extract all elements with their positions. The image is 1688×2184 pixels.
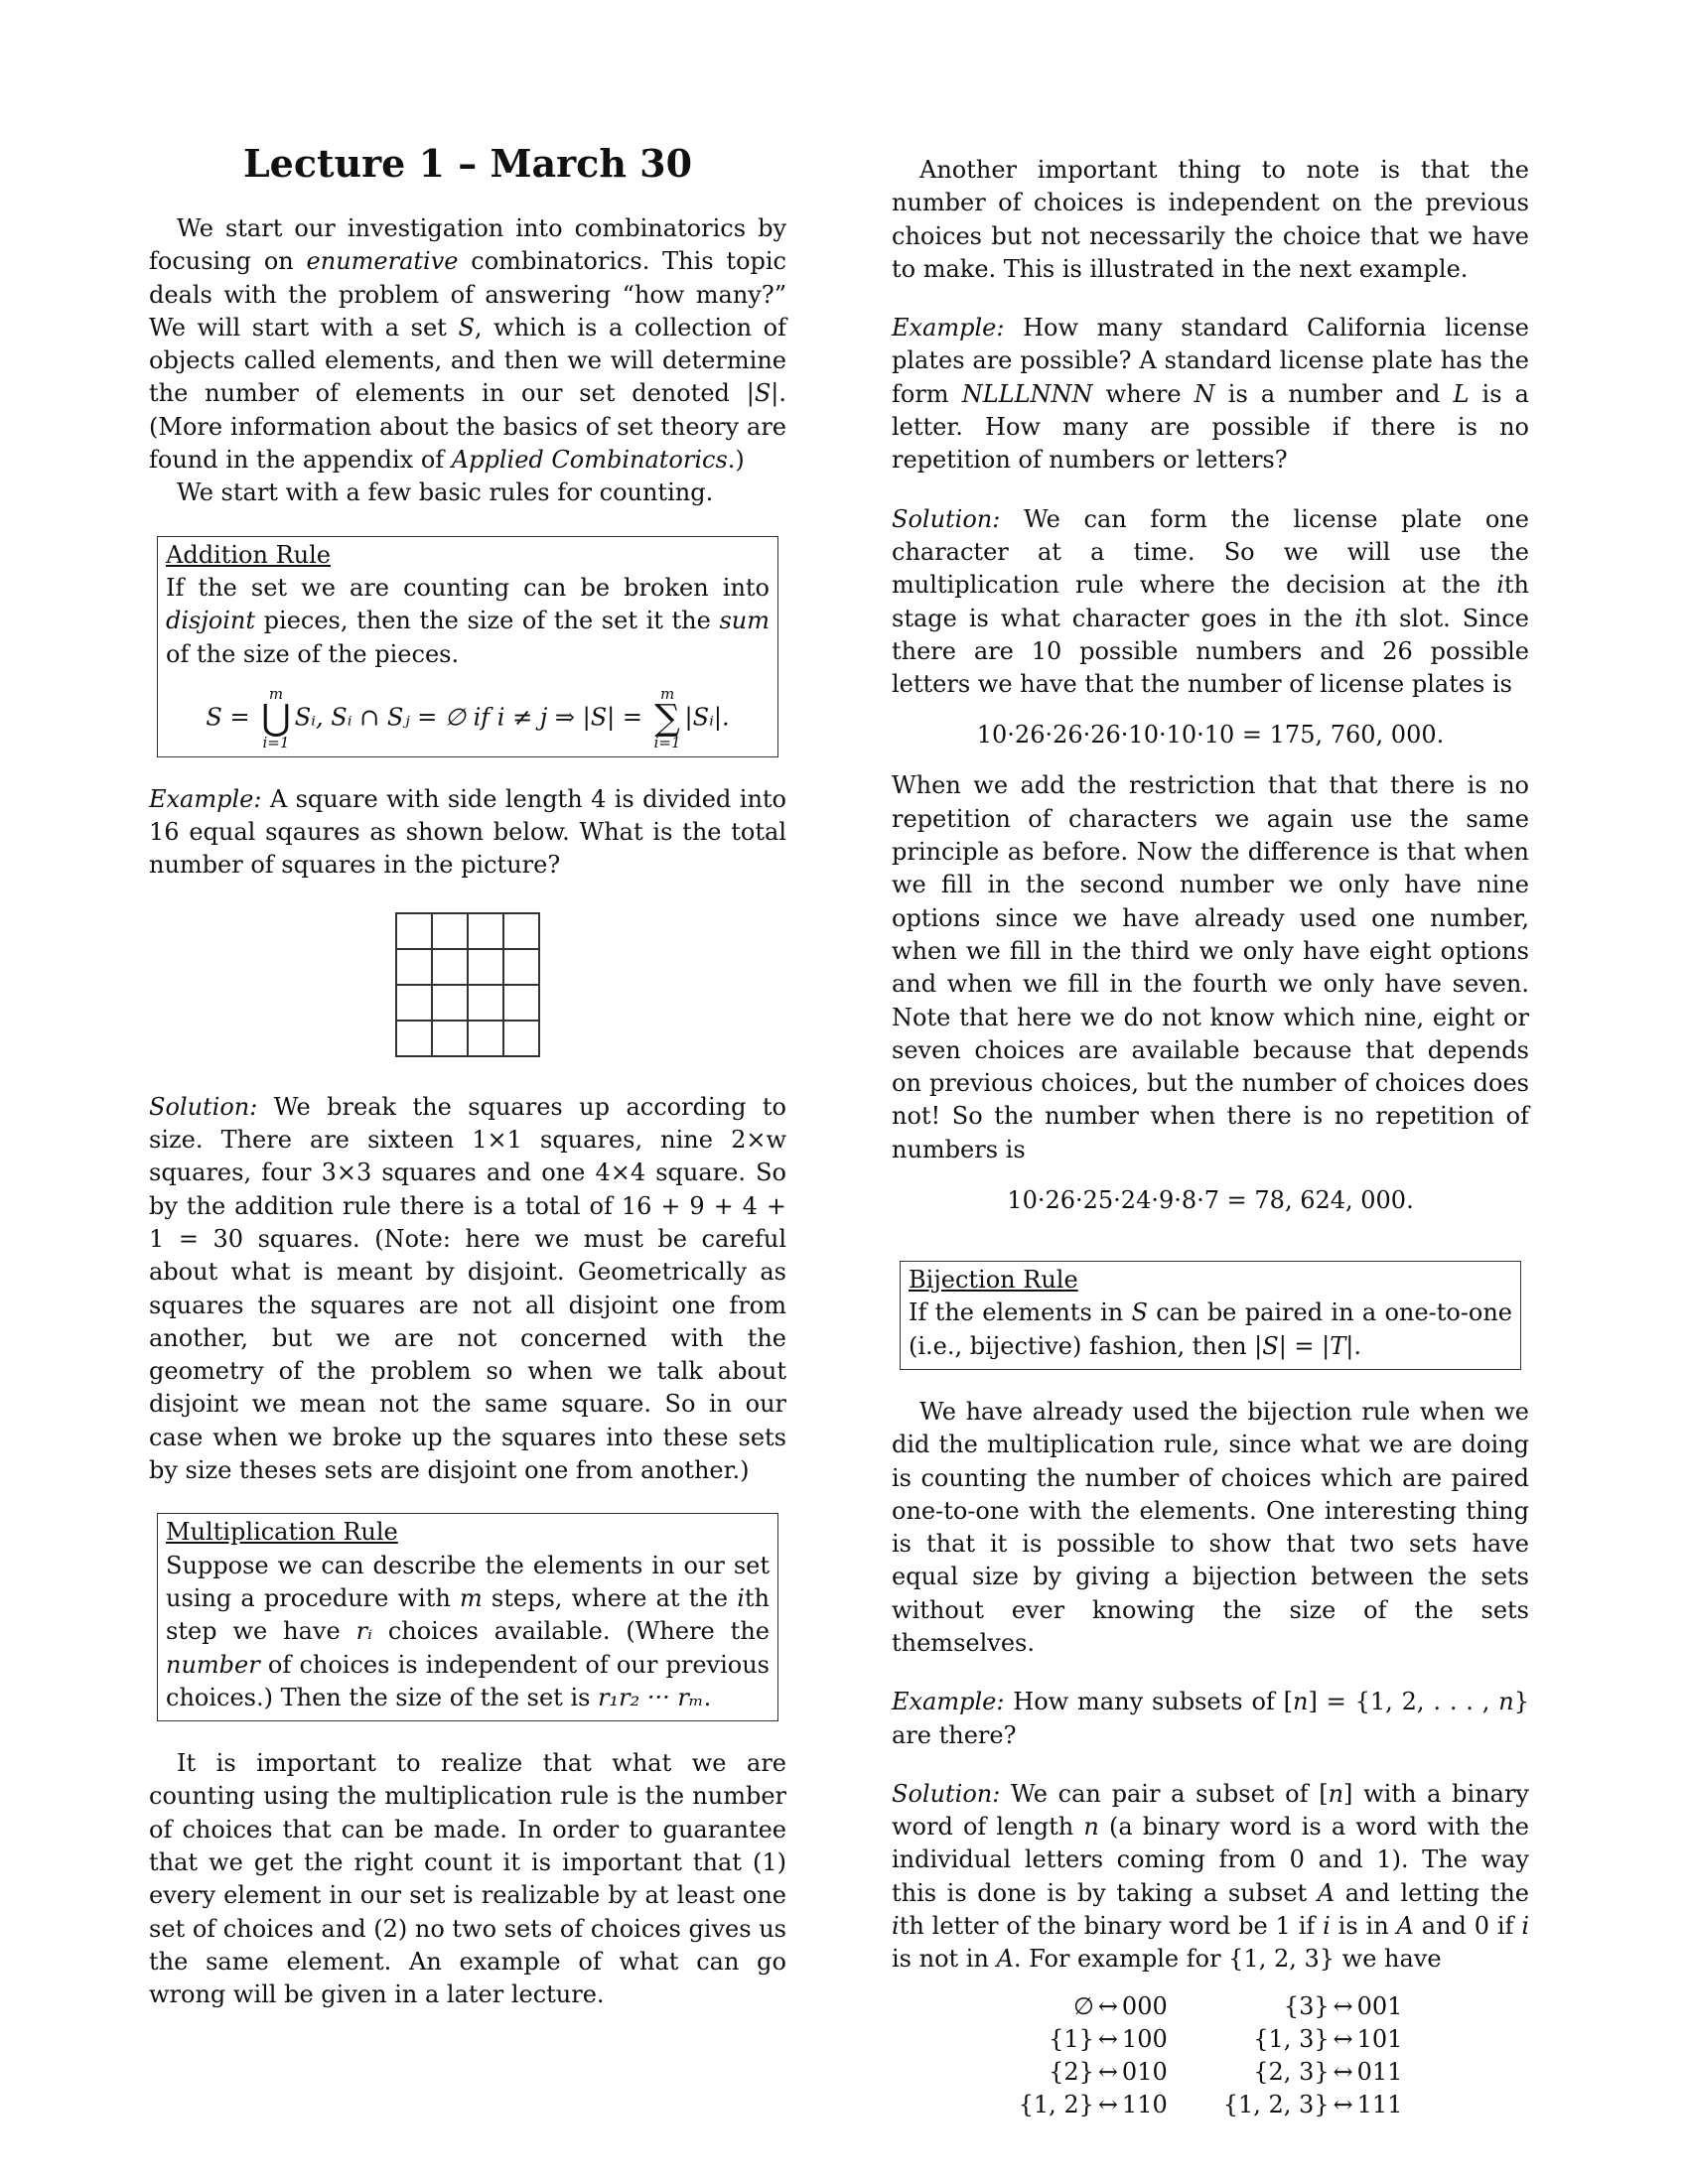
addition-rule-title: Addition Rule [166,540,331,569]
example-3: Example: How many subsets of [n] = {1, 2, . . . , n} are there? [892,1688,1529,1749]
binary-word-left: 000 [1121,1991,1168,2020]
bijection-arrow: ↔ [1097,2090,1118,2118]
bijection-rule-title: Bijection Rule [909,1266,1078,1295]
multiplication-rule-text: Suppose we can describe the elements in our set using a procedure with m steps, where at the ith step we have rᵢ choices available. (Where the number of choices is independent of our previous choices.) Then the size of the set is r₁r₂ ··· rₘ. [166,1551,770,1711]
bijection-arrow: ↔ [1333,2090,1353,2118]
subset-right: {2, 3} [1253,2057,1330,2086]
bijection-paragraph: We have already used the bijection rule when we did the multiplication rule, since what we are doing is counting the number of choices which are paired one-to-one with the elements. One interesting thing is that it is possible to show that two sets have equal size by giving a bijection between the sets without ever knowing the size of the sets themselves. [892,1397,1529,1657]
subset-row [1019,2089,1403,2121]
subset-row [1019,2023,1403,2056]
bijection-arrow: ↔ [1097,2057,1118,2086]
multiplication-rule-title: Multiplication Rule [166,1518,398,1547]
independence-paragraph: Another important thing to note is that the number of choices is independent on the previous choices but not necessarily the choice that we have to make. This is illustrated in the next example. [892,156,1529,283]
bijection-rule-text: If the elements in S can be paired in a one-to-one (i.e., bijective) fashion, then |S| = |T|. [909,1298,1513,1360]
multiplication-rule-box [157,1513,778,1721]
lecture-title: Lecture 1 – March 30 [242,141,693,186]
addition-rule-text: If the set we are counting can be broken into disjoint pieces, then the size of the set it the sum of the size of the pieces. [166,573,770,668]
square-grid-figure [149,912,786,1057]
binary-word-right: 001 [1356,1991,1403,2020]
subset-left: {2} [1049,2057,1094,2086]
subset-right: {3} [1283,1991,1330,2020]
bijection-arrow: ↔ [1333,2024,1353,2053]
binary-word-left: 010 [1121,2057,1168,2086]
binary-word-left: 100 [1121,2024,1168,2053]
bijection-arrow: ↔ [1333,1991,1353,2020]
bijection-arrow: ↔ [1333,2057,1353,2086]
addition-rule-box [157,536,778,757]
closing-paragraph: It is important to realize that what we are counting using the multiplication rule is the number of choices that can be made. In order to guarantee that we get the right count it is important that (1) every element in our set is realizable by at least one set of choices and (2) no two sets of choices gives us the same element. An example of what can go wrong will be given in a later lecture. [149,1749,786,2009]
intro-paragraph: We start our investigation into combinatorics by focusing on enumerative combinatorics. This topic deals with the problem of answering “how many?” We will start with a set S, which is a collection of objects called elements, and then we will determine the number of elements in our set denoted |S|. (More information about the basics of set theory are found in the appendix of Applied Combinatorics.) [149,214,787,475]
equation-1: 10·26·26·26·10·10·10 = 175, 760, 000. [976,721,1445,750]
bijection-rule-box [900,1261,1521,1370]
subset-row [1019,1990,1403,2023]
subset-right: {1, 3} [1253,2024,1330,2053]
subset-right: {1, 2, 3} [1222,2090,1330,2118]
binary-word-left: 110 [1121,2090,1168,2118]
subset-word-table [1019,1990,1403,2121]
equation-2: 10·26·25·24·9·8·7 = 78, 624, 000. [1007,1186,1414,1215]
four-by-four-grid [395,912,540,1057]
right-column [892,154,1529,2121]
example-1: Example: A square with side length 4 is divided into 16 equal sqaures as shown below. What is the total number of squares in the picture? [149,784,786,880]
example-2: Example: How many standard California license plates are possible? A standard license plate has the form NLLLNNN where N is a number and L is a letter. How many are possible if there is no repetition of numbers or letters? [892,314,1529,475]
binary-word-right: 011 [1356,2057,1403,2086]
no-repetition-paragraph: When we add the restriction that that there is no repetition of characters we again use the same principle as before. Now the difference is that when we fill in the second number we only have nine options since we have already used one number, when we fill in the third we only have eight options and when we fill in the fourth we only have seven. Note that here we do not know which nine, eight or seven choices are available because that depends on previous choices, but the number of choices does not! So the number when there is no repetition of numbers is [892,771,1529,1163]
subset-left: {1, 2} [1018,2090,1094,2118]
solution-3: Solution: We can pair a subset of [n] with a binary word of length n (a binary word is a word with the individual letters coming from 0 and 1). The way this is done is by taking a subset A and letting the ith letter of the binary word be 1 if i is in A and 0 if i is not in A. For example for {1, 2, 3} we have [892,1779,1530,1974]
binary-word-right: 101 [1356,2024,1403,2053]
left-column [149,139,786,2011]
subset-row [1019,2056,1403,2089]
solution-2: Solution: We can form the license plate one character at a time. So we will use the multiplication rule where the decision at the ith stage is what character goes in the ith slot. Since there are 10 possible numbers and 26 possible letters we have that the number of license plates is [892,504,1529,699]
bijection-arrow: ↔ [1097,1991,1118,2020]
bijection-arrow: ↔ [1097,2024,1118,2053]
subset-left: ∅ [1073,1991,1094,2020]
solution-1: Solution: We break the squares up according to size. There are sixteen 1×1 squares, nine 2×w squares, four 3×3 squares and one 4×4 square. So by the addition rule there is a total of 16 + 9 + 4 + 1 = 30 squares. (Note: here we must be careful about what is meant by disjoint. Geometrically as squares the squares are not all disjoint one from another, but we are not concerned with the geometry of the problem so when we talk about disjoint we mean not the same square. So in our case when we broke up the squares into these sets by size theses sets are disjoint one from another.) [149,1092,786,1485]
intro-paragraph-2: We start with a few basic rules for counting. [177,478,714,507]
addition-rule-formula: S = m ⋃ i=1 Sᵢ, Sᵢ ∩ Sⱼ = ∅ if i ≠ j ⇒ |S| = m ∑ i=1 |Sᵢ|. [206,684,730,751]
subset-left: {1} [1049,2024,1094,2053]
binary-word-right: 111 [1356,2090,1403,2118]
